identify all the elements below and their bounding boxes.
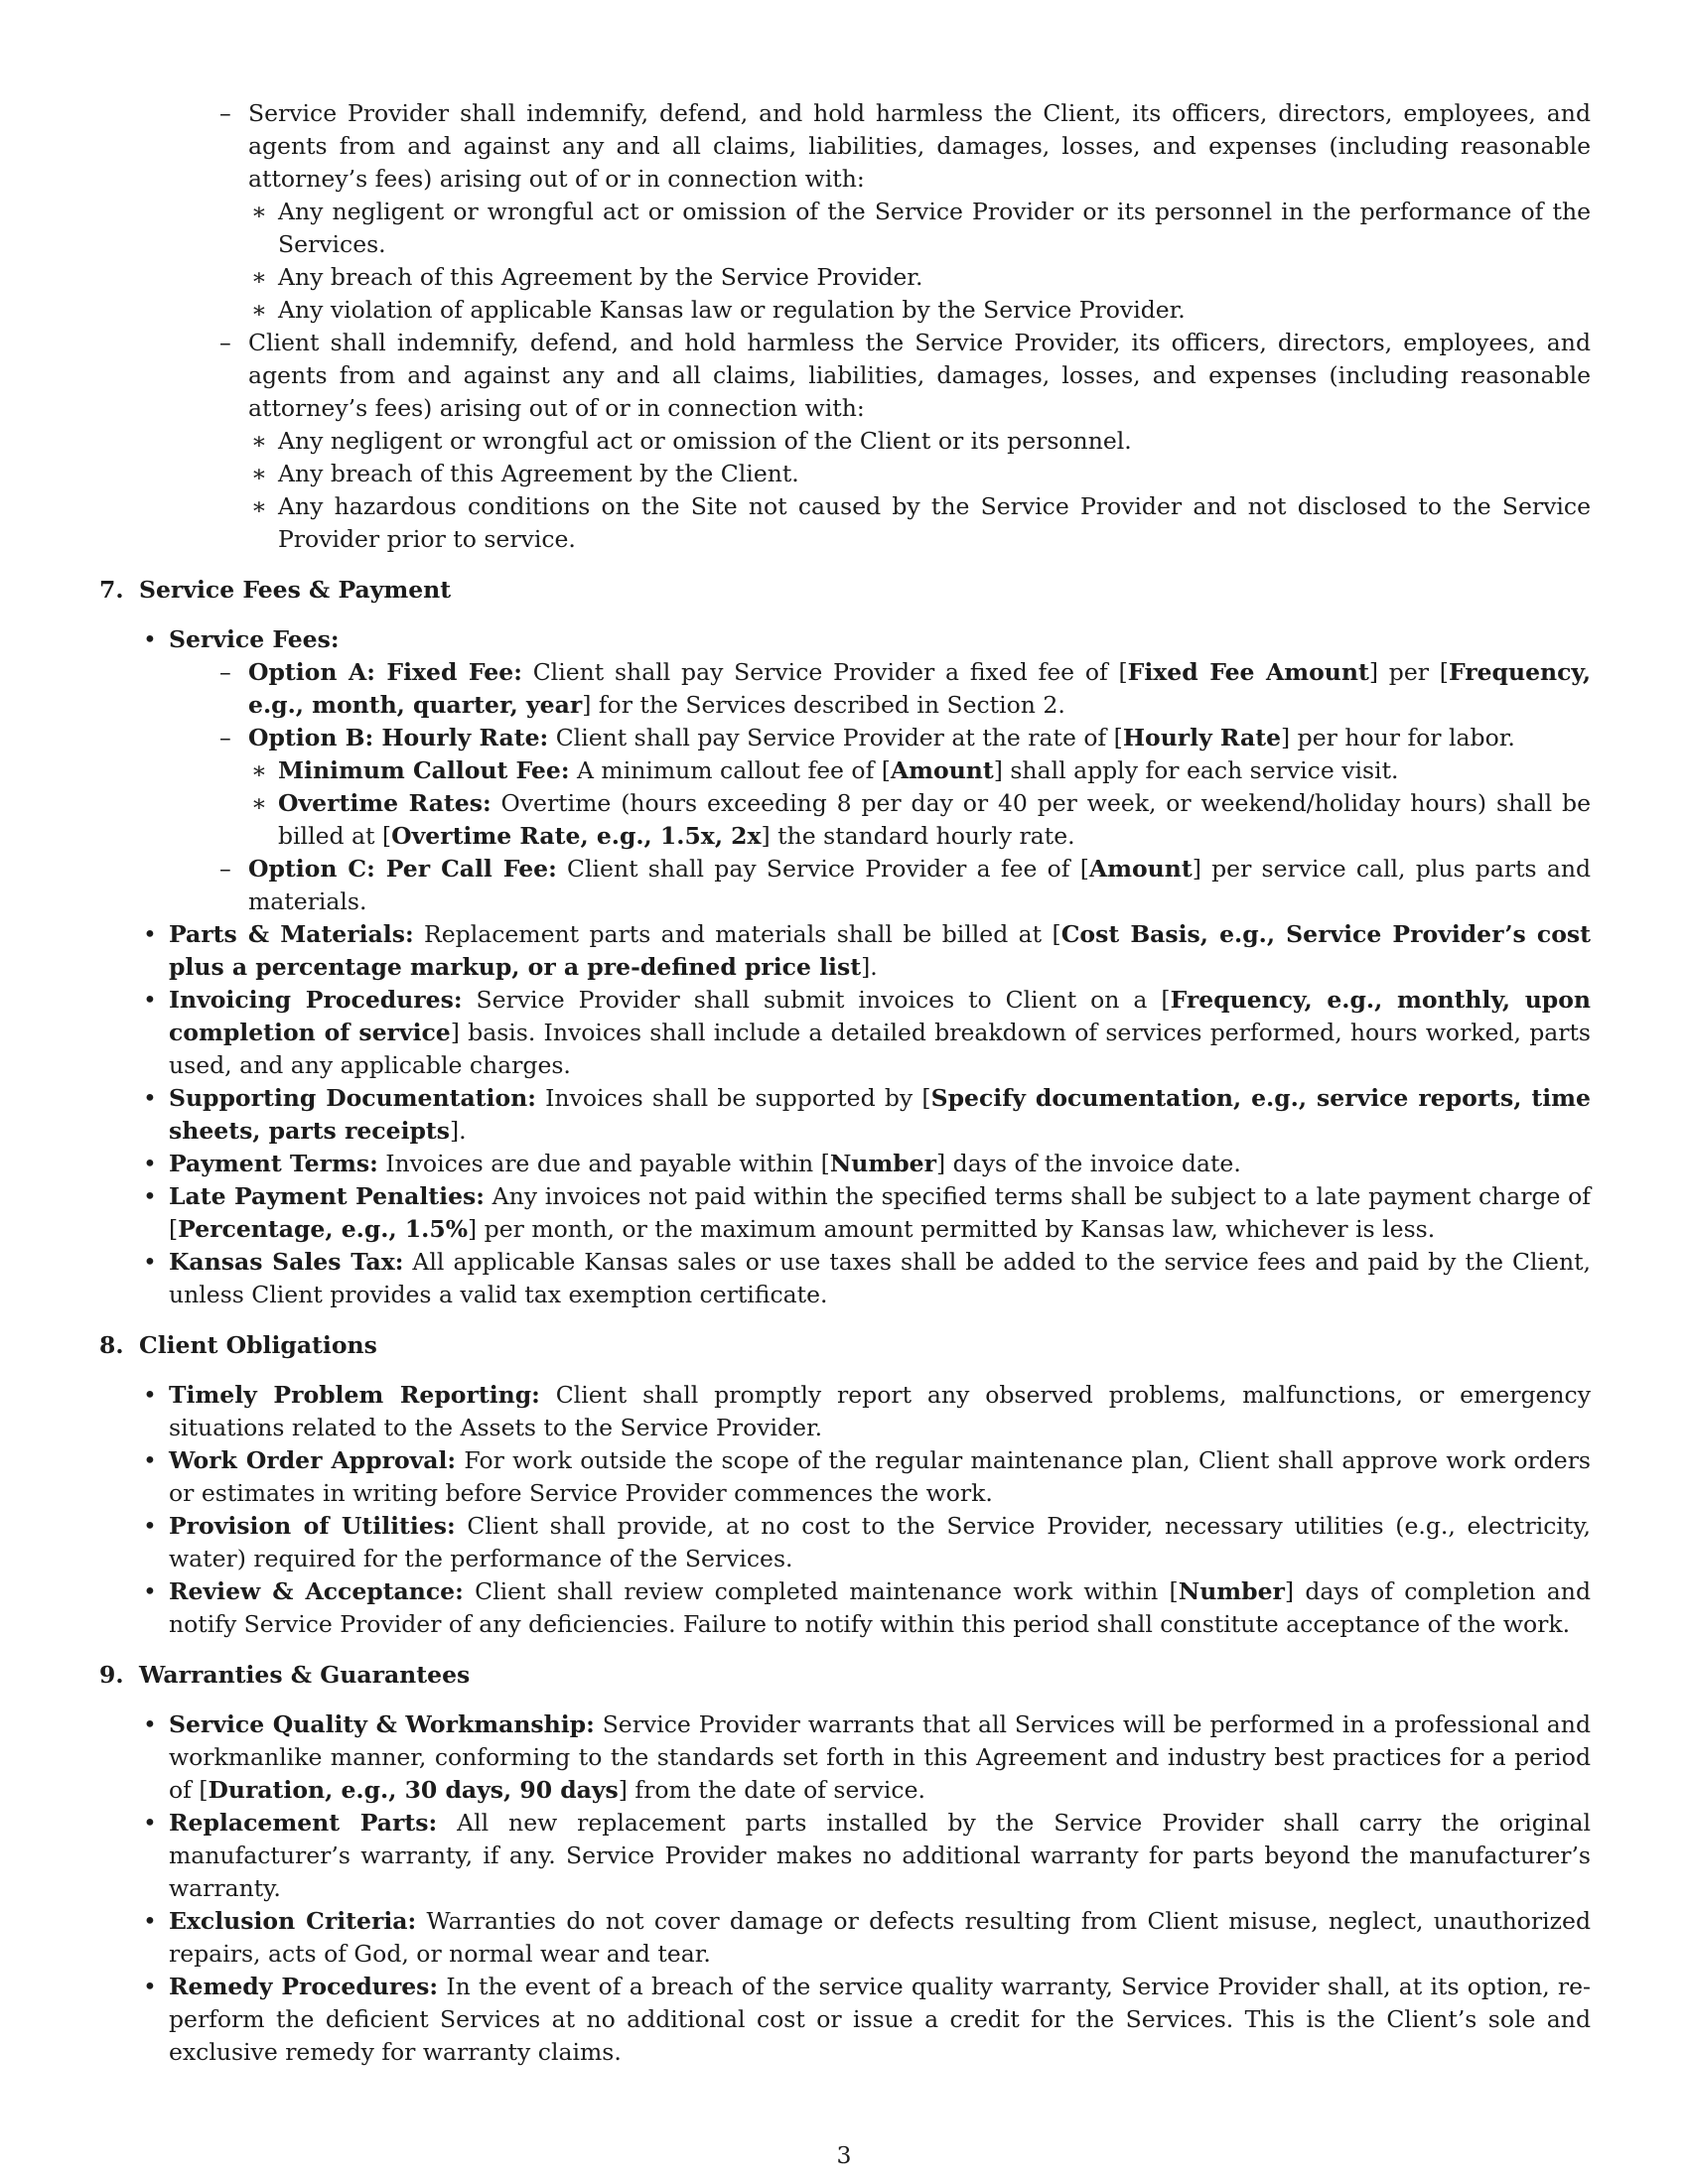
indemnity-client-item: – Client shall indemnify, defend, and hold harmless the Service Provider, its officers, directors, employees, and agents from and against any and all claims, liabilities, damages, losses, and expenses (including reasonable attorney’s fees) arising out of or in connection with: <box>219 329 1591 422</box>
bullet-marker: • <box>143 1512 157 1540</box>
list-item-sales-tax: • Kansas Sales Tax: All applicable Kansas sales or use taxes shall be added to the service fees and paid by the Client, unless Client provides a valid tax exemption certificate. <box>143 1248 1591 1308</box>
bullet-marker: • <box>143 920 157 948</box>
asterisk-marker: ∗ <box>251 263 267 291</box>
asterisk-marker: ∗ <box>251 789 267 817</box>
list-item-remedy-procedures: • Remedy Procedures: In the event of a breach of the service quality warranty, Service Provider shall, at its option, re-perform the deficient Services at no additional cost or issue a credit for the Services. This is the Client’s sole and exclusive remedy for warranty claims. <box>143 1973 1591 2066</box>
asterisk-marker: ∗ <box>251 756 267 784</box>
list-item-option-c: – Option C: Per Call Fee: Client shall pay Service Provider a fee of [Amount] per service call, plus parts and materials. <box>219 855 1592 915</box>
bullet-marker: • <box>143 625 157 653</box>
list-item-service-quality: • Service Quality & Workmanship: Service Provider warrants that all Services will be performed in a professional and workmanlike manner, conforming to the standards set forth in this Agreement and industry best practices for a period of [Duration, e.g., 30 days, 90 days] from the date of service. <box>143 1710 1591 1804</box>
list-item-late-payment: • Late Payment Penalties: Any invoices not paid within the specified terms shall be subject to a late payment charge of [Percentage, e.g., 1.5%] per month, or the maximum amount permitted by Kansas law, whichever is less. <box>143 1182 1591 1243</box>
list-item-overtime-rates: ∗ Overtime Rates: Overtime (hours exceeding 8 per day or 40 per week, or weekend/holiday hours) shall be billed at [Overtime Rate, e.g., 1.5x, 2x] the standard hourly rate. <box>251 789 1591 850</box>
list-item-replacement-parts: • Replacement Parts: All new replacement parts installed by the Service Provider shall carry the original manufacturer’s warranty, if any. Service Provider makes no additional warranty for parts beyond the manufacturer’s warranty. <box>143 1809 1591 1902</box>
asterisk-marker: ∗ <box>251 460 267 487</box>
indemnity-provider-subitem: ∗ Any breach of this Agreement by the Service Provider. <box>278 261 1591 294</box>
bullet-marker: • <box>143 986 157 1014</box>
bullet-marker: • <box>143 1809 157 1837</box>
indemnity-provider-subitem: ∗ Any negligent or wrongful act or omission of the Service Provider or its personnel in the performance of the Services. <box>251 198 1591 258</box>
bullet-marker: • <box>143 1446 157 1474</box>
document-page <box>99 97 1591 2069</box>
list-item-review-acceptance: • Review & Acceptance: Client shall review completed maintenance work within [Number] days of completion and notify Service Provider of any deficiencies. Failure to notify within this period shall constitute acceptance of the work. <box>143 1577 1591 1638</box>
list-item-option-b: – Option B: Hourly Rate: Client shall pay Service Provider at the rate of [Hourly Rate] per hour for labor. <box>248 722 1591 754</box>
list-item-supporting-documentation: • Supporting Documentation: Invoices shall be supported by [Specify documentation, e.g., service reports, time sheets, parts receipts]. <box>143 1084 1591 1145</box>
page-number: 3 <box>836 2141 852 2169</box>
indemnity-client-subitem: ∗ Any breach of this Agreement by the Client. <box>278 458 1591 490</box>
section-heading-9: 9. Warranties & Guarantees <box>99 1661 471 1689</box>
asterisk-marker: ∗ <box>251 296 267 324</box>
bullet-marker: • <box>143 1710 157 1738</box>
list-item-utilities: • Provision of Utilities: Client shall provide, at no cost to the Service Provider, necessary utilities (e.g., electricity, water) required for the performance of the Services. <box>143 1512 1591 1572</box>
indemnity-provider-item: – Service Provider shall indemnify, defend, and hold harmless the Client, its officers, directors, employees, and agents from and against any and all claims, liabilities, damages, losses, and expenses (including reasonable attorney’s fees) arising out of or in connection with: <box>219 99 1591 193</box>
section-heading-7: 7. Service Fees & Payment <box>99 576 452 604</box>
list-item-payment-terms: • Payment Terms: Invoices are due and payable within [Number] days of the invoice date. <box>169 1148 1591 1180</box>
bullet-marker: • <box>143 1084 157 1112</box>
bullet-marker: • <box>143 1182 157 1210</box>
dash-marker: – <box>219 855 231 883</box>
list-item-option-a: – Option A: Fixed Fee: Client shall pay Service Provider a fixed fee of [Fixed Fee Amount] per [Frequency, e.g., month, quarter, year] for the Services described in Section 2. <box>219 658 1592 719</box>
asterisk-marker: ∗ <box>251 492 267 520</box>
bullet-marker: • <box>143 1381 157 1409</box>
list-item-minimum-callout: ∗ Minimum Callout Fee: A minimum callout fee of [Amount] shall apply for each service visit. <box>278 754 1591 787</box>
list-item-parts-materials: • Parts & Materials: Replacement parts and materials shall be billed at [Cost Basis, e.g., Service Provider’s cost plus a percentage markup, or a pre-defined price list]. <box>143 920 1591 981</box>
list-item-work-order: • Work Order Approval: For work outside the scope of the regular maintenance plan, Client shall approve work orders or estimates in writing before Service Provider commences the work. <box>143 1446 1591 1507</box>
list-item-timely-reporting: • Timely Problem Reporting: Client shall promptly report any observed problems, malfunctions, or emergency situations related to the Assets to the Service Provider. <box>143 1381 1591 1441</box>
list-item-invoicing: • Invoicing Procedures: Service Provider shall submit invoices to Client on a [Frequency, e.g., monthly, upon completion of service] basis. Invoices shall include a detailed breakdown of services performed, hours worked, parts used, and any applicable charges. <box>143 986 1592 1079</box>
list-item-service-fees: • Service Fees: <box>169 623 1591 656</box>
bullet-marker: • <box>143 1907 157 1935</box>
bullet-marker: • <box>143 1248 157 1276</box>
indemnity-provider-subitem: ∗ Any violation of applicable Kansas law or regulation by the Service Provider. <box>278 294 1591 327</box>
section-heading-8: 8. Client Obligations <box>99 1331 377 1359</box>
asterisk-marker: ∗ <box>251 427 267 455</box>
indemnity-client-subitem: ∗ Any negligent or wrongful act or omission of the Client or its personnel. <box>278 425 1591 458</box>
dash-marker: – <box>219 329 231 356</box>
asterisk-marker: ∗ <box>251 198 267 225</box>
dash-marker: – <box>219 658 231 686</box>
bullet-marker: • <box>143 1973 157 2000</box>
dash-marker: – <box>219 99 231 127</box>
bullet-marker: • <box>143 1150 157 1177</box>
bullet-marker: • <box>143 1577 157 1605</box>
dash-marker: – <box>219 724 231 751</box>
list-item-exclusion-criteria: • Exclusion Criteria: Warranties do not cover damage or defects resulting from Client misuse, neglect, unauthorized repairs, acts of God, or normal wear and tear. <box>143 1907 1592 1968</box>
indemnity-client-subitem: ∗ Any hazardous conditions on the Site not caused by the Service Provider and not disclosed to the Service Provider prior to service. <box>251 492 1591 553</box>
